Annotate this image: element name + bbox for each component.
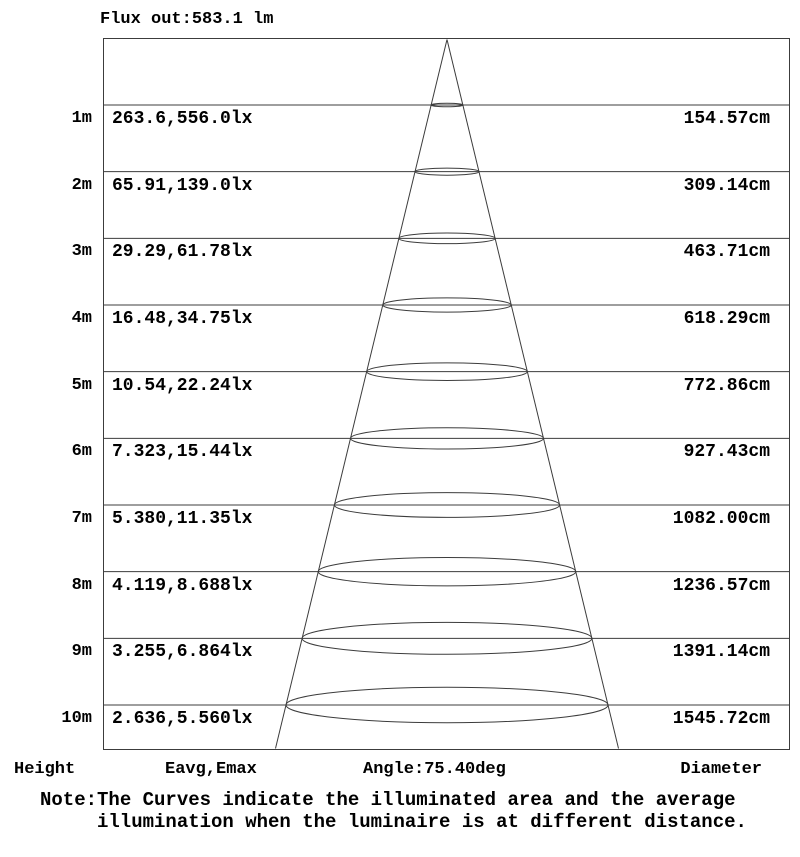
height-label-9m: 9m (71, 642, 92, 662)
eavg-emax-value-7m: 5.380,11.35lx (112, 509, 253, 529)
height-label-7m: 7m (71, 509, 92, 528)
diameter-value-8m: 1236.57cm (672, 575, 770, 596)
height-column-header: Height (14, 760, 76, 779)
diameter-value-2m: 309.14cm (683, 175, 770, 196)
diameter-value-6m: 927.43cm (683, 442, 770, 463)
beam-angle-label: Angle:75.40deg (363, 760, 506, 779)
height-label-1m: 1m (71, 109, 92, 128)
height-label-10m: 10m (61, 709, 92, 728)
eavg-emax-value-2m: 65.91,139.0lx (112, 175, 253, 196)
note-text-line-1: Note:The Curves indicate the illuminated area and the average (40, 789, 736, 811)
height-label-2m: 2m (71, 175, 92, 195)
eavg-emax-value-4m: 16.48,34.75lx (112, 309, 253, 329)
eavg-emax-value-8m: 4.119,8.688lx (112, 575, 253, 596)
height-label-5m: 5m (71, 375, 92, 395)
diameter-value-10m: 1545.72cm (672, 709, 770, 729)
height-label-4m: 4m (71, 309, 92, 328)
diameter-value-4m: 618.29cm (683, 309, 770, 329)
cone-right-edge (447, 40, 619, 749)
diameter-value-1m: 154.57cm (683, 109, 770, 129)
diameter-value-9m: 1391.14cm (672, 642, 770, 663)
eavg-emax-value-10m: 2.636,5.560lx (112, 709, 253, 729)
diameter-value-7m: 1082.00cm (672, 509, 770, 529)
eavg-emax-value-5m: 10.54,22.24lx (112, 375, 253, 396)
eavg-emax-value-6m: 7.323,15.44lx (112, 442, 253, 463)
eavg-emax-value-1m: 263.6,556.0lx (112, 109, 253, 129)
diameter-column-header: Diameter (680, 760, 762, 779)
cone-left-edge (275, 40, 447, 749)
eavg-emax-column-header: Eavg,Emax (165, 760, 257, 779)
diameter-value-3m: 463.71cm (683, 242, 770, 263)
note-text-line-2: illumination when the luminaire is at different distance. (97, 811, 747, 833)
flux-output-label: Flux out:583.1 lm (100, 10, 274, 29)
height-label-8m: 8m (71, 575, 92, 595)
height-label-6m: 6m (71, 442, 92, 462)
diameter-value-5m: 772.86cm (683, 375, 770, 396)
eavg-emax-value-9m: 3.255,6.864lx (112, 642, 253, 663)
height-label-3m: 3m (71, 242, 92, 262)
eavg-emax-value-3m: 29.29,61.78lx (112, 242, 253, 263)
